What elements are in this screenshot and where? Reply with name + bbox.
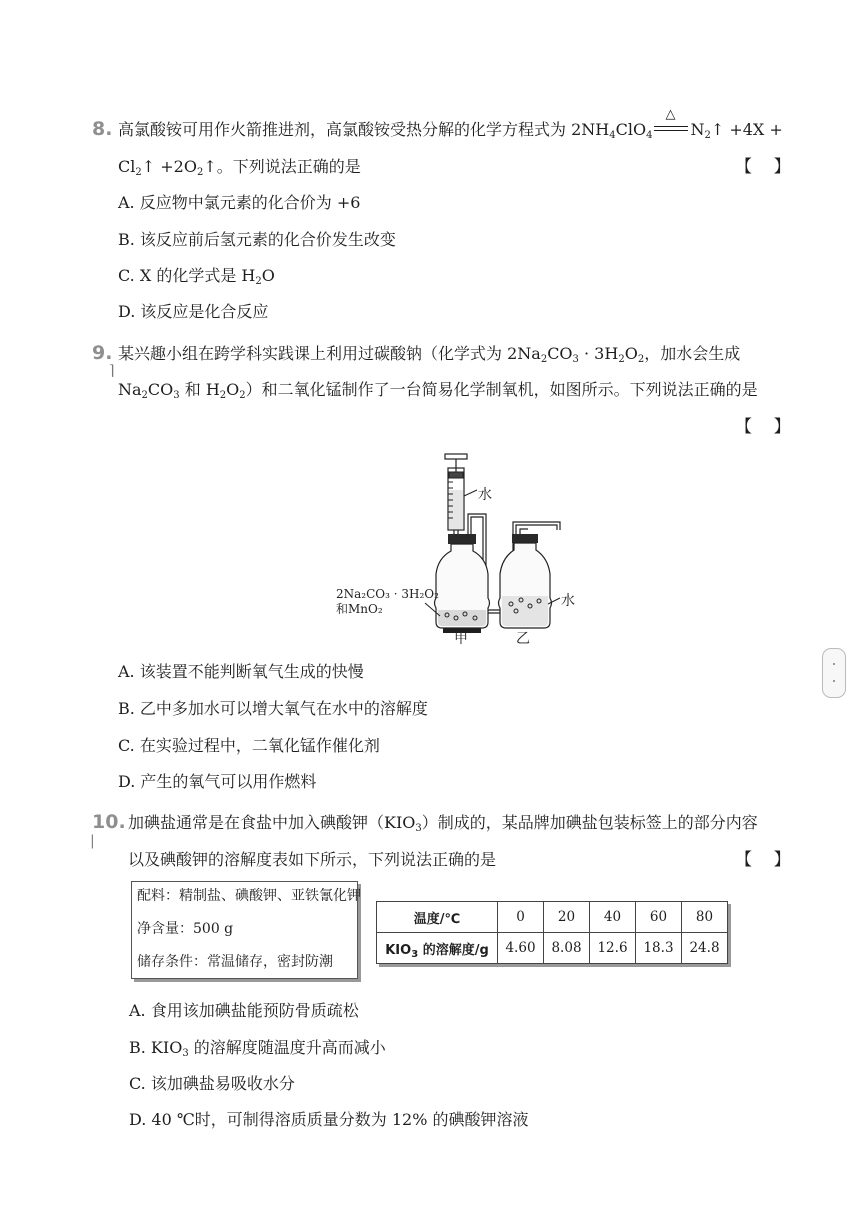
- table-header-solubility: $KIO_3$ 的溶解度/g: [377, 933, 498, 964]
- question-9-option-c[interactable]: C. 在实验过程中，二氧化锰作催化剂: [118, 736, 380, 755]
- syringe-water-label: 水: [478, 487, 492, 503]
- bottle-jia-label: 甲: [454, 631, 468, 645]
- table-cell: 0: [498, 902, 544, 933]
- table-cell: 24.8: [682, 933, 728, 964]
- scanner-side-tab[interactable]: [822, 648, 846, 698]
- question-9-number: 9.: [92, 342, 113, 364]
- table-cell: 8.08: [544, 933, 590, 964]
- oxygen-generator-figure: [330, 450, 600, 645]
- reaction-heat-arrow: △: [654, 121, 688, 137]
- bottle-jia-reagent: [438, 610, 486, 626]
- question-10-option-c[interactable]: C. 该加碘盐易吸收水分: [129, 1074, 295, 1093]
- question-8-option-a[interactable]: A. 反应物中氯元素的化合价为 +6: [118, 193, 361, 212]
- table-header-temperature: 温度/℃: [377, 902, 498, 933]
- question-10-option-a[interactable]: A. 食用该加碘盐能预防骨质疏松: [129, 1001, 359, 1020]
- label-net-content: 净含量：500 g: [137, 921, 234, 937]
- bottle-yi-cap: [512, 534, 538, 543]
- question-9-option-b[interactable]: B. 乙中多加水可以增大氧气在水中的溶解度: [118, 699, 428, 718]
- label-ingredients: 配料：精制盐、碘酸钾、亚铁氰化钾: [137, 888, 361, 904]
- syringe-water-leader: [464, 490, 477, 496]
- scan-margin-mark-2: |: [90, 833, 95, 849]
- solubility-table: [376, 901, 728, 964]
- question-9-answer-bracket[interactable]: 【 】: [735, 417, 791, 437]
- reagent-label-line-1: 2Na₂CO₃ · 3H₂O₂: [336, 587, 439, 601]
- question-10-option-b[interactable]: B. $KIO_3$ 的溶解度随温度升高而减小: [129, 1038, 386, 1059]
- question-8-option-d[interactable]: D. 该反应是化合反应: [118, 302, 269, 321]
- question-8-stem-line-1: 高氯酸铵可用作火箭推进剂，高氯酸铵受热分解的化学方程式为 $2NH_4ClO_4$ △ $N_2↑ +4X$ +: [118, 107, 783, 141]
- reagent-label-line-2: 和MnO₂: [336, 602, 383, 616]
- question-8-answer-bracket[interactable]: 【 】: [735, 157, 791, 177]
- table-cell: 40: [590, 902, 636, 933]
- question-10-stem-line-2: 以及碘酸钾的溶解度表如下所示，下列说法正确的是: [128, 850, 497, 869]
- question-10-stem-line-1: 加碘盐通常是在食盐中加入碘酸钾$(KIO_3)$制成的，某品牌加碘盐包装标签上的部分内容: [128, 813, 758, 834]
- table-cell: 4.60: [498, 933, 544, 964]
- table-cell: 80: [682, 902, 728, 933]
- syringe-plunger-cap: [445, 454, 467, 459]
- bottle-jia-cap: [448, 534, 476, 544]
- table-cell: 12.6: [590, 933, 636, 964]
- question-9-option-d[interactable]: D. 产生的氧气可以用作燃料: [118, 772, 317, 791]
- bottle-yi-label: 乙: [516, 631, 530, 645]
- table-cell: 60: [636, 902, 682, 933]
- question-10-number: 10.: [92, 811, 126, 833]
- question-9-stem-line-1: 某兴趣小组在跨学科实践课上利用过碳酸钠（化学式为 $2Na_2CO_3 \cdot 3H_2O_2$，加水会生成: [118, 344, 741, 365]
- salt-package-label: [131, 881, 361, 979]
- table-row-solubility: [377, 933, 728, 964]
- question-8-number: 8.: [92, 118, 113, 140]
- label-storage: 储存条件：常温储存，密封防潮: [137, 954, 333, 970]
- scan-margin-mark: ⌉: [109, 363, 115, 379]
- table-cell: 20: [544, 902, 590, 933]
- question-10-option-d[interactable]: D. 40 ℃时，可制得溶质质量分数为 12% 的碘酸钾溶液: [129, 1110, 529, 1129]
- bottle-yi-water-label: 水: [561, 593, 575, 609]
- syringe-piston: [449, 472, 463, 478]
- question-10-answer-bracket[interactable]: 【 】: [735, 850, 791, 870]
- question-8-option-b[interactable]: B. 该反应前后氢元素的化合价发生改变: [118, 230, 396, 249]
- question-8-option-c[interactable]: C. X 的化学式是 $H_2O$: [118, 266, 275, 287]
- syringe-water: [449, 490, 463, 529]
- question-9-stem-line-2: $Na_2CO_3$ 和 $H_2O_2$）和二氧化锰制作了一台简易化学制氧机，如图所示。下列说法正确的是: [118, 380, 758, 401]
- table-row-temperature: [377, 902, 728, 933]
- question-8-stem-line-2: $Cl_2↑$ $+2O_2↑$。下列说法正确的是: [118, 157, 361, 178]
- question-9-option-a[interactable]: A. 该装置不能判断氧气生成的快慢: [118, 662, 364, 681]
- table-cell: 18.3: [636, 933, 682, 964]
